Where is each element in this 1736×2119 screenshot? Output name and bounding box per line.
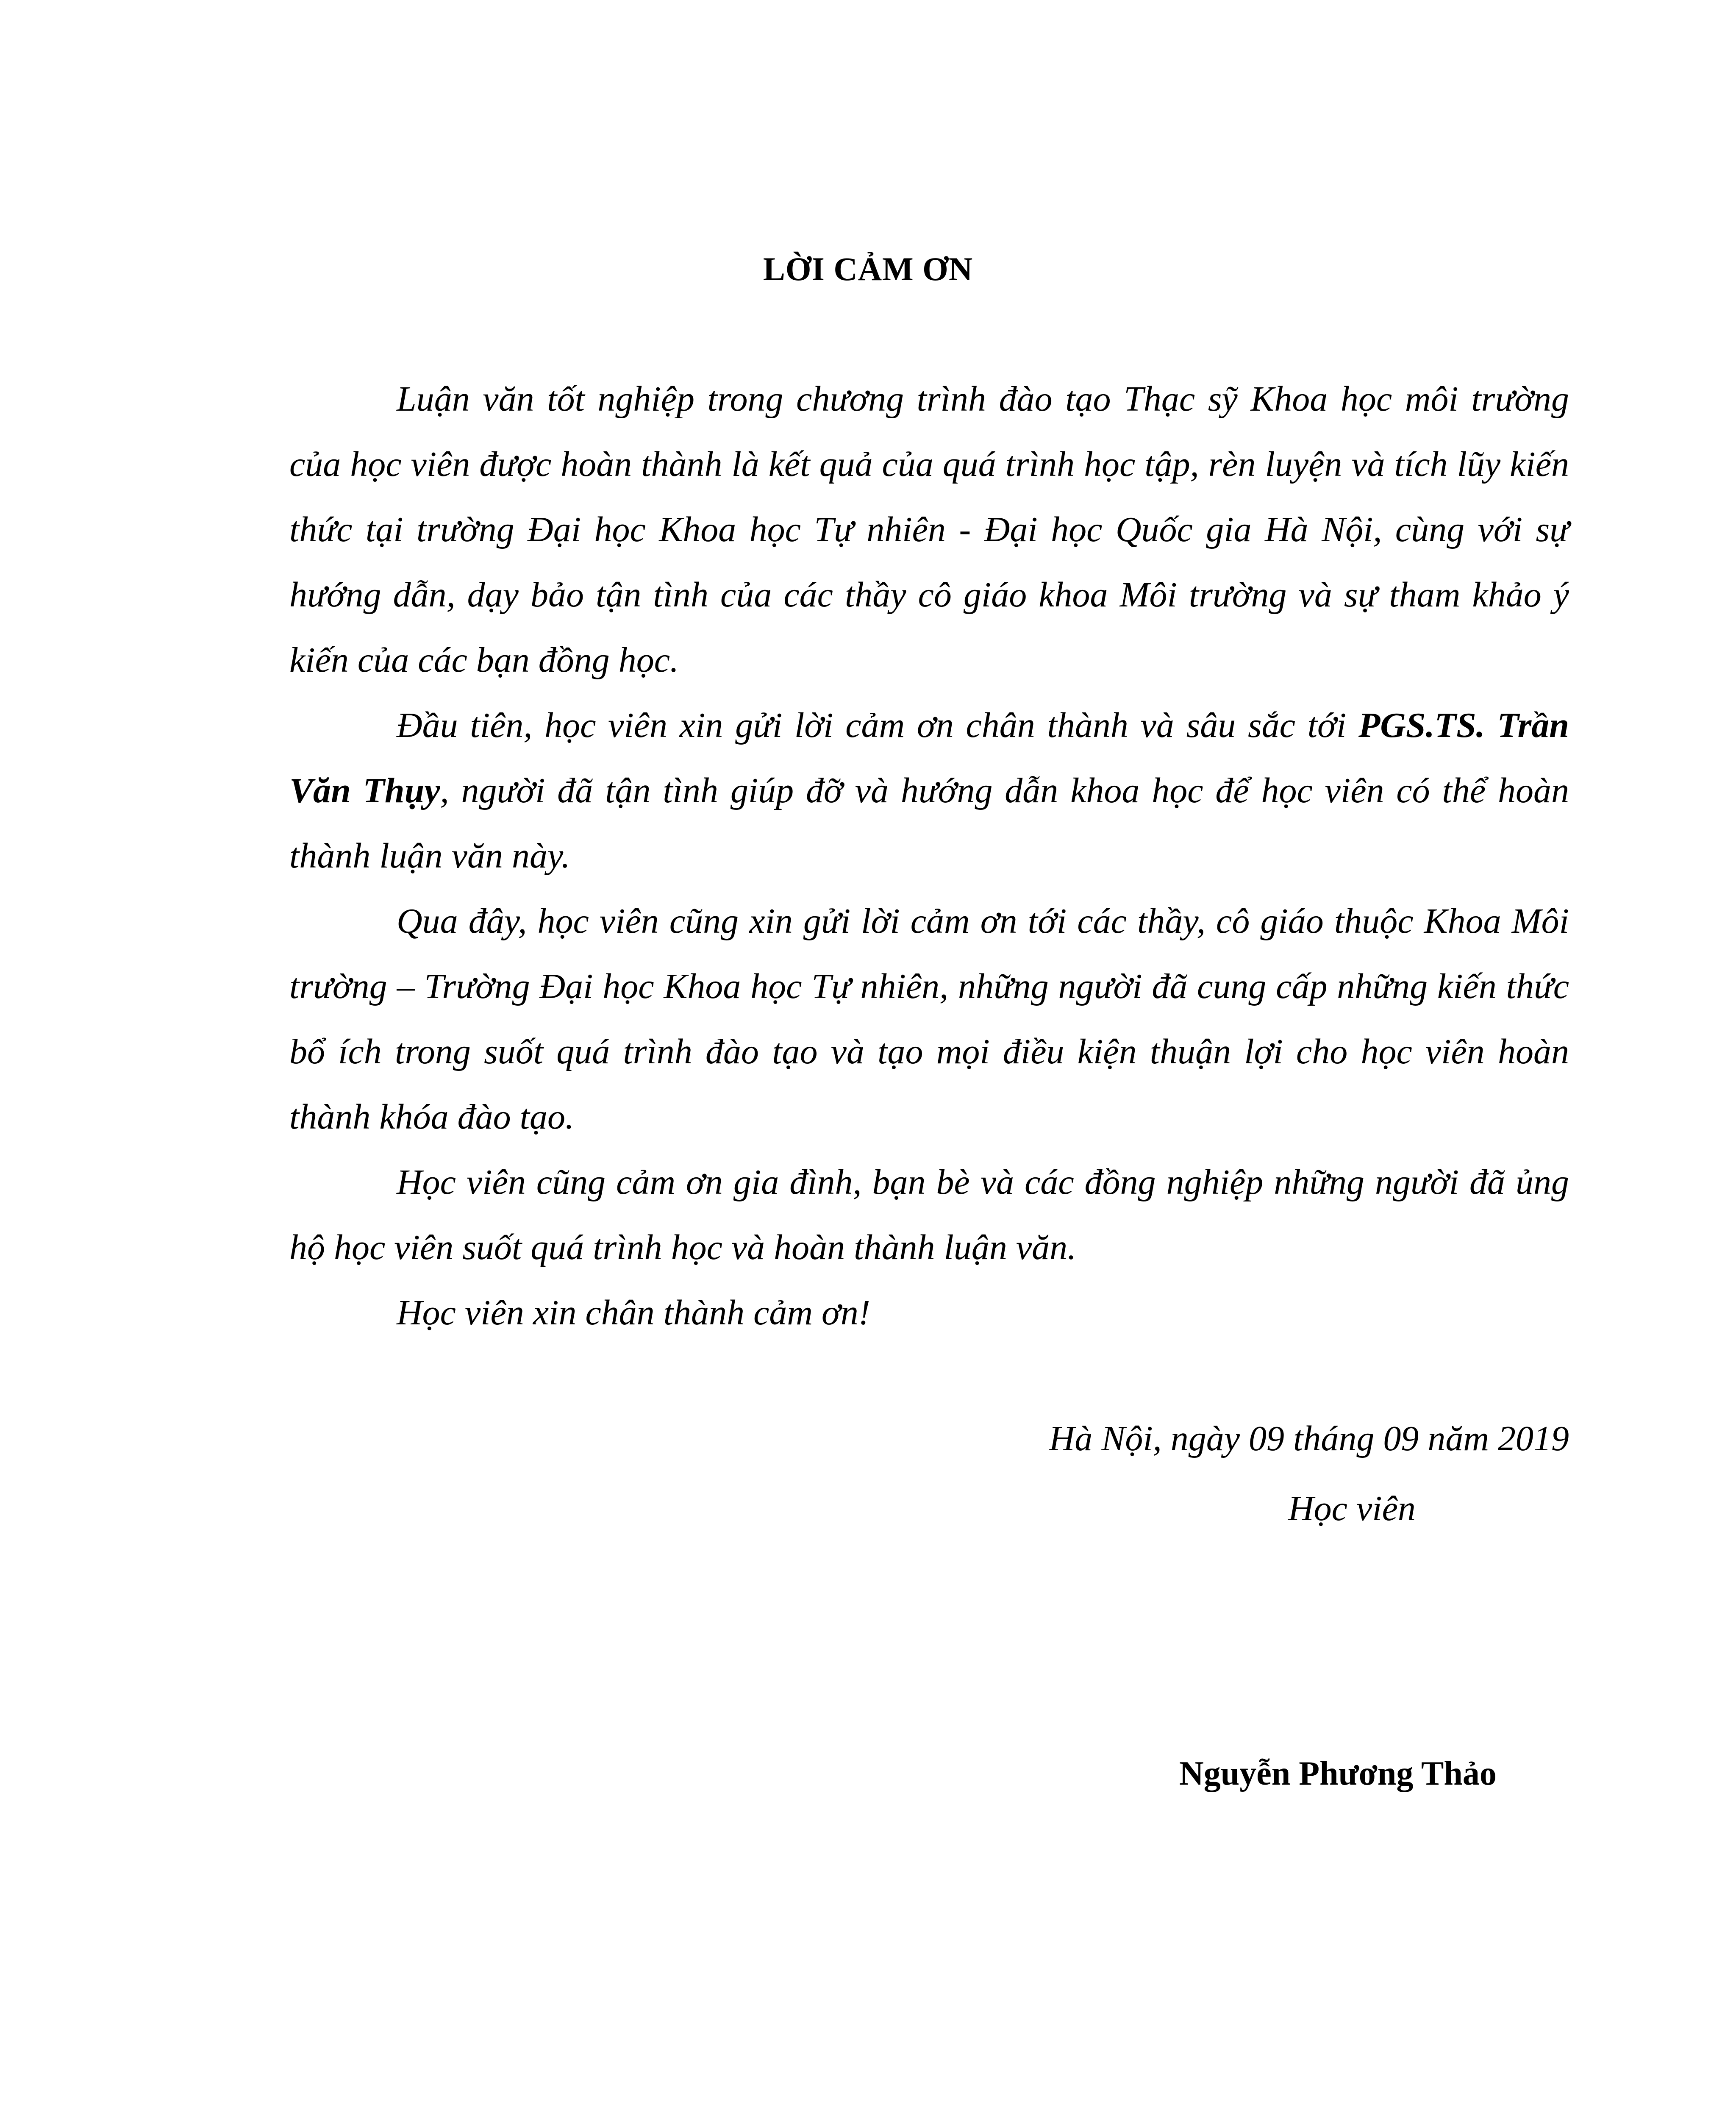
paragraph-family-text: Học viên cũng cảm ơn gia đình, bạn bè và các đồng nghiệp những người đã ủng hộ học viên suốt quá trình học và hoàn thành luận văn.	[289, 1162, 1569, 1267]
paragraph-intro-text: Luận văn tốt nghiệp trong chương trình đào tạo Thạc sỹ Khoa học môi trường của học viên được hoàn thành là kết quả của quá trình học tập, rèn luyện và tích lũy kiến thức tại trường Đại học Khoa học Tự nhiên - Đại học Quốc gia Hà Nội, cùng với sự hướng dẫn, dạy bảo tận tình của các thầy cô giáo khoa Môi trường và sự tham khảo ý kiến của các bạn đồng học.	[289, 379, 1569, 680]
paragraph-supervisor-lead: Đầu tiên, học viên xin gửi lời cảm ơn chân thành và sâu sắc tới	[397, 706, 1358, 745]
page-title: LỜI CẢM ƠN	[763, 250, 973, 287]
paragraph-faculty	[289, 889, 1569, 1150]
supervisor-name: PGS.TS. Trần Văn Thụy	[289, 706, 1569, 810]
acknowledgement-body	[289, 367, 1569, 1346]
paragraph-intro	[289, 367, 1569, 693]
paragraph-closing	[289, 1280, 1569, 1346]
paragraph-family	[289, 1150, 1569, 1280]
paragraph-faculty-text: Qua đây, học viên cũng xin gửi lời cảm ơn tới các thầy, cô giáo thuộc Khoa Môi trường – Trường Đại học Khoa học Tự nhiên, những người đã cung cấp những kiến thức bổ ích trong suốt quá trình đào tạo và tạo mọi điều kiện thuận lợi cho học viên hoàn thành khóa đào tạo.	[289, 901, 1569, 1137]
signature-name: Nguyễn Phương Thảo	[1179, 1755, 1497, 1792]
paragraph-closing-text: Học viên xin chân thành cảm ơn!	[397, 1293, 870, 1332]
paragraph-supervisor-tail: , người đã tận tình giúp đỡ và hướng dẫn khoa học để học viên có thể hoàn thành luận văn này.	[289, 771, 1569, 876]
paragraph-supervisor	[289, 693, 1569, 889]
signature-place-date: Hà Nội, ngày 09 tháng 09 năm 2019	[1049, 1419, 1569, 1458]
signature-role: Học viên	[1288, 1489, 1416, 1528]
